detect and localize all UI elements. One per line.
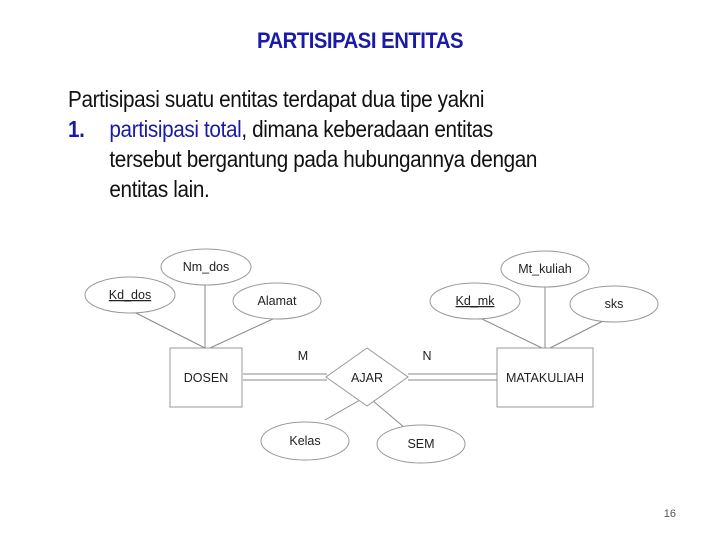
cardinality-m: M [297,349,309,363]
attribute-alamat: Alamat [257,294,297,308]
attribute-sks: sks [604,297,624,311]
connector-alamat [210,318,275,348]
connector-kelas [325,400,360,420]
connector-kd-mk [480,318,542,348]
list-number: 1. [68,116,85,142]
page-number: 16 [663,508,676,520]
list-item-text: , dimana keberadaan entitas [241,116,493,142]
attribute-kelas: Kelas [289,434,321,448]
slide-title: PARTISIPASI ENTITAS [256,28,464,53]
intro-line: Partisipasi suatu entitas terdapat dua tipe yakni [68,86,485,112]
list-item-line-3: entitas lain. [109,176,210,202]
attribute-kd-dos: Kd_dos [108,288,152,302]
connector-kd-dos [130,310,205,348]
highlight-term: partisipasi total [109,116,242,142]
attribute-sem: SEM [407,437,435,451]
connector-sem [372,400,405,428]
attribute-kd-mk: Kd_mk [455,294,495,308]
relationship-ajar: AJAR [351,371,383,385]
entity-matakuliah: MATAKULIAH [505,371,585,385]
attribute-mt-kuliah: Mt_kuliah [518,262,572,276]
entity-dosen: DOSEN [183,371,229,385]
attribute-nm-dos: Nm_dos [182,260,230,274]
list-item-line-2: tersebut bergantung pada hubungannya dengan [109,146,538,172]
cardinality-n: N [422,349,432,363]
connector-sks [550,320,605,348]
